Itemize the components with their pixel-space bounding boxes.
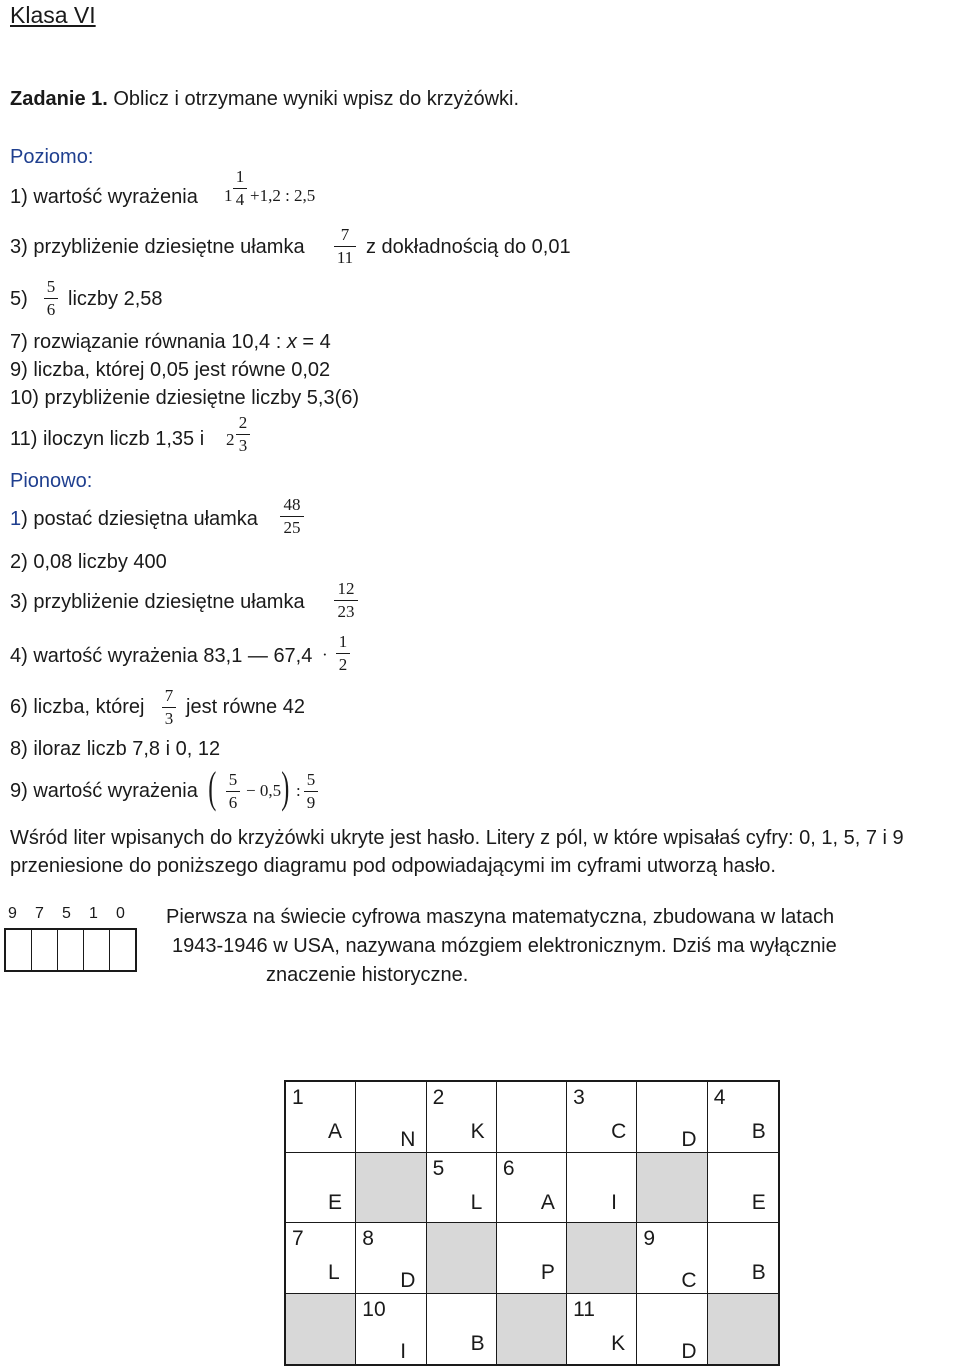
across-q11-den: 3 xyxy=(238,436,248,455)
across-q7-pre: 7) rozwiązanie równania 10,4 : xyxy=(10,331,287,353)
crossword-cell[interactable] xyxy=(497,1082,567,1153)
cell-letter: I xyxy=(400,1339,407,1363)
description-line-1: Pierwsza na świecie cyfrowa maszyna matematyczna, zbudowana w latach xyxy=(166,906,835,928)
crossword-cell[interactable] xyxy=(497,1223,567,1294)
across-q5-fraction xyxy=(44,278,58,319)
down-heading: Pionowo: xyxy=(10,470,93,492)
clue-number: 1 xyxy=(292,1086,304,1109)
crossword-cell-blocked xyxy=(708,1294,778,1365)
crossword-cell-blocked xyxy=(286,1294,356,1365)
crossword-cell[interactable] xyxy=(286,1082,356,1153)
crossword-cell[interactable] xyxy=(427,1153,497,1224)
down-q1-prefix: ) postać dziesiętna ułamka xyxy=(21,508,258,530)
cell-letter: E xyxy=(328,1190,343,1214)
cell-letter: A xyxy=(328,1120,343,1143)
across-q7 xyxy=(10,331,331,354)
down-q9-text: 9) wartość wyrażenia xyxy=(10,780,198,802)
password-box[interactable] xyxy=(58,930,84,970)
clue-number: 9 xyxy=(643,1227,656,1250)
across-q1-num: 1 xyxy=(235,167,245,186)
down-q6-fraction xyxy=(162,687,176,728)
crossword-cell[interactable] xyxy=(637,1082,707,1153)
down-q3-den: 23 xyxy=(337,602,355,621)
password-box[interactable] xyxy=(110,930,135,970)
clue-number: 3 xyxy=(573,1086,585,1109)
down-q3-num: 12 xyxy=(337,579,355,598)
description-line-2: 1943-1946 w USA, nazywana mózgiem elektronicznym. Dziś ma wyłącznie xyxy=(172,935,837,957)
info-line-1: Wśród liter wpisanych do krzyżówki ukryte jest hasło. Litery z pól, w które wpisałaś cyfry: 0, 1, 5, 7 i 9 xyxy=(10,827,904,849)
info-line-2: przeniesione do poniższego diagramu pod odpowiadającymi im cyframi utworzą hasło. xyxy=(10,855,776,877)
clue-number: 8 xyxy=(362,1227,374,1250)
down-q1-number: 1 xyxy=(10,508,22,530)
across-q5-num: 5 xyxy=(46,277,56,296)
clue-number: 6 xyxy=(502,1156,515,1180)
cell-letter: B xyxy=(470,1331,485,1355)
down-q4-num: 1 xyxy=(338,632,348,651)
across-q5-den: 6 xyxy=(46,300,56,319)
down-q9-den2: 9 xyxy=(306,793,316,812)
across-q1-text: 1) wartość wyrażenia xyxy=(10,186,198,208)
crossword-cell[interactable] xyxy=(567,1082,637,1153)
password-box[interactable] xyxy=(6,930,32,970)
across-q11-fraction xyxy=(236,414,250,455)
across-q11-num: 2 xyxy=(238,413,248,432)
clue-number: 2 xyxy=(432,1086,445,1109)
down-q9-num1: 5 xyxy=(228,770,238,789)
across-q3-text: 3) przybliżenie dziesiętne ułamka xyxy=(10,236,305,258)
cell-letter: K xyxy=(611,1331,626,1355)
cell-letter: B xyxy=(751,1261,766,1284)
down-q9-num2: 5 xyxy=(306,770,316,789)
crossword-cell[interactable] xyxy=(567,1153,637,1224)
down-q6-text: 6) liczba, której xyxy=(10,696,145,718)
crossword-cell-blocked xyxy=(567,1223,637,1294)
crossword-cell[interactable] xyxy=(427,1082,497,1153)
right-paren: ) xyxy=(281,763,290,812)
crossword-cell[interactable] xyxy=(637,1223,707,1294)
across-q3-suffix: z dokładnością do 0,01 xyxy=(366,236,571,258)
clue-number: 10 xyxy=(362,1297,386,1321)
crossword-grid xyxy=(284,1080,780,1366)
across-q5-text: 5) xyxy=(10,288,28,310)
across-q7-var: x xyxy=(286,331,297,353)
down-q3-fraction xyxy=(334,580,358,621)
crossword-cell[interactable] xyxy=(427,1294,497,1365)
password-digit: 7 xyxy=(35,905,44,922)
crossword-cell[interactable] xyxy=(637,1294,707,1365)
across-q1-whole: 1 xyxy=(224,186,233,205)
across-q1-den: 4 xyxy=(235,190,245,209)
cell-letter: D xyxy=(681,1128,697,1151)
cell-letter: I xyxy=(611,1190,617,1214)
left-paren: ( xyxy=(208,763,217,812)
cell-letter: C xyxy=(611,1120,627,1143)
crossword-cell[interactable] xyxy=(286,1223,356,1294)
across-q1-fraction xyxy=(233,168,247,209)
task-label: Zadanie 1. xyxy=(10,88,108,110)
down-q1-den: 25 xyxy=(283,518,301,537)
across-q11-text: 11) iloczyn liczb 1,35 i xyxy=(10,428,205,450)
down-q6-den: 3 xyxy=(164,709,174,728)
down-q8: 8) iloraz liczb 7,8 i 0, 12 xyxy=(10,738,221,760)
task-line xyxy=(10,88,519,111)
down-q9-fraction2 xyxy=(304,771,318,812)
down-q1-num: 48 xyxy=(283,495,301,514)
crossword-cell[interactable] xyxy=(708,1223,778,1294)
password-digits xyxy=(8,905,143,923)
across-q10: 10) przybliżenie dziesiętne liczby 5,3(6) xyxy=(10,387,360,409)
password-digit: 1 xyxy=(89,905,98,922)
crossword-cell[interactable] xyxy=(567,1294,637,1365)
clue-number: 11 xyxy=(573,1297,595,1321)
down-q6-num: 7 xyxy=(164,686,174,705)
cell-letter: D xyxy=(400,1269,416,1292)
down-q4-text: 4) wartość wyrażenia 83,1 — 67,4 xyxy=(10,645,313,667)
down-q3-text: 3) przybliżenie dziesiętne ułamka xyxy=(10,591,305,613)
task-text: Oblicz i otrzymane wyniki wpisz do krzyżówki. xyxy=(107,88,520,110)
down-q4-den: 2 xyxy=(338,655,348,674)
password-boxes xyxy=(4,928,137,972)
clue-number: 7 xyxy=(292,1227,304,1250)
across-q9: 9) liczba, której 0,05 jest równe 0,02 xyxy=(10,359,331,381)
across-q5-suffix: liczby 2,58 xyxy=(68,288,163,310)
password-digit: 0 xyxy=(116,905,125,922)
cell-letter: C xyxy=(681,1269,697,1292)
page-title: Klasa VI xyxy=(10,2,96,28)
cell-letter: A xyxy=(540,1190,555,1214)
crossword-cell[interactable] xyxy=(708,1153,778,1224)
down-q4-dot: · xyxy=(322,645,328,664)
across-q7-post: = 4 xyxy=(296,331,331,353)
down-q1-text xyxy=(10,508,258,531)
cell-letter: K xyxy=(470,1120,485,1143)
password-box[interactable] xyxy=(32,930,58,970)
cell-letter: D xyxy=(681,1339,697,1363)
down-q1-fraction xyxy=(280,496,304,537)
crossword-cell[interactable] xyxy=(356,1294,426,1365)
down-q9-den1: 6 xyxy=(228,793,238,812)
across-q3-fraction xyxy=(334,226,356,267)
clue-number: 5 xyxy=(432,1156,445,1180)
crossword-cell-blocked xyxy=(427,1223,497,1294)
password-box[interactable] xyxy=(84,930,110,970)
across-q11-whole: 2 xyxy=(226,430,235,449)
across-heading: Poziomo: xyxy=(10,146,94,168)
down-q6-suffix: jest równe 42 xyxy=(186,696,305,718)
cell-letter: L xyxy=(470,1190,483,1214)
crossword-cell[interactable] xyxy=(708,1082,778,1153)
across-q1-rest: +1,2 : 2,5 xyxy=(250,186,316,205)
crossword-cell[interactable] xyxy=(497,1153,567,1224)
password-digit: 9 xyxy=(8,905,17,922)
across-q3-num: 7 xyxy=(340,225,350,244)
cell-letter: B xyxy=(751,1120,766,1143)
cell-letter: L xyxy=(328,1261,340,1284)
down-q9-fraction1 xyxy=(226,771,240,812)
password-digit: 5 xyxy=(62,905,71,922)
down-q9-minus: − 0,5 xyxy=(246,781,282,800)
crossword-cell[interactable] xyxy=(356,1223,426,1294)
crossword-cell[interactable] xyxy=(356,1082,426,1153)
down-q9-colon: : xyxy=(296,781,301,800)
crossword-cell-blocked xyxy=(356,1153,426,1224)
cell-letter: N xyxy=(400,1128,416,1151)
clue-number: 4 xyxy=(713,1086,726,1109)
description-line-3: znaczenie historyczne. xyxy=(266,964,469,986)
crossword-cell-blocked xyxy=(637,1153,707,1224)
cell-letter: P xyxy=(540,1261,555,1284)
down-q2: 2) 0,08 liczby 400 xyxy=(10,551,167,573)
cell-letter: E xyxy=(751,1190,766,1214)
crossword-cell-blocked xyxy=(497,1294,567,1365)
crossword-cell[interactable] xyxy=(286,1153,356,1224)
down-q4-fraction xyxy=(336,633,350,674)
across-q3-den: 11 xyxy=(336,248,354,267)
